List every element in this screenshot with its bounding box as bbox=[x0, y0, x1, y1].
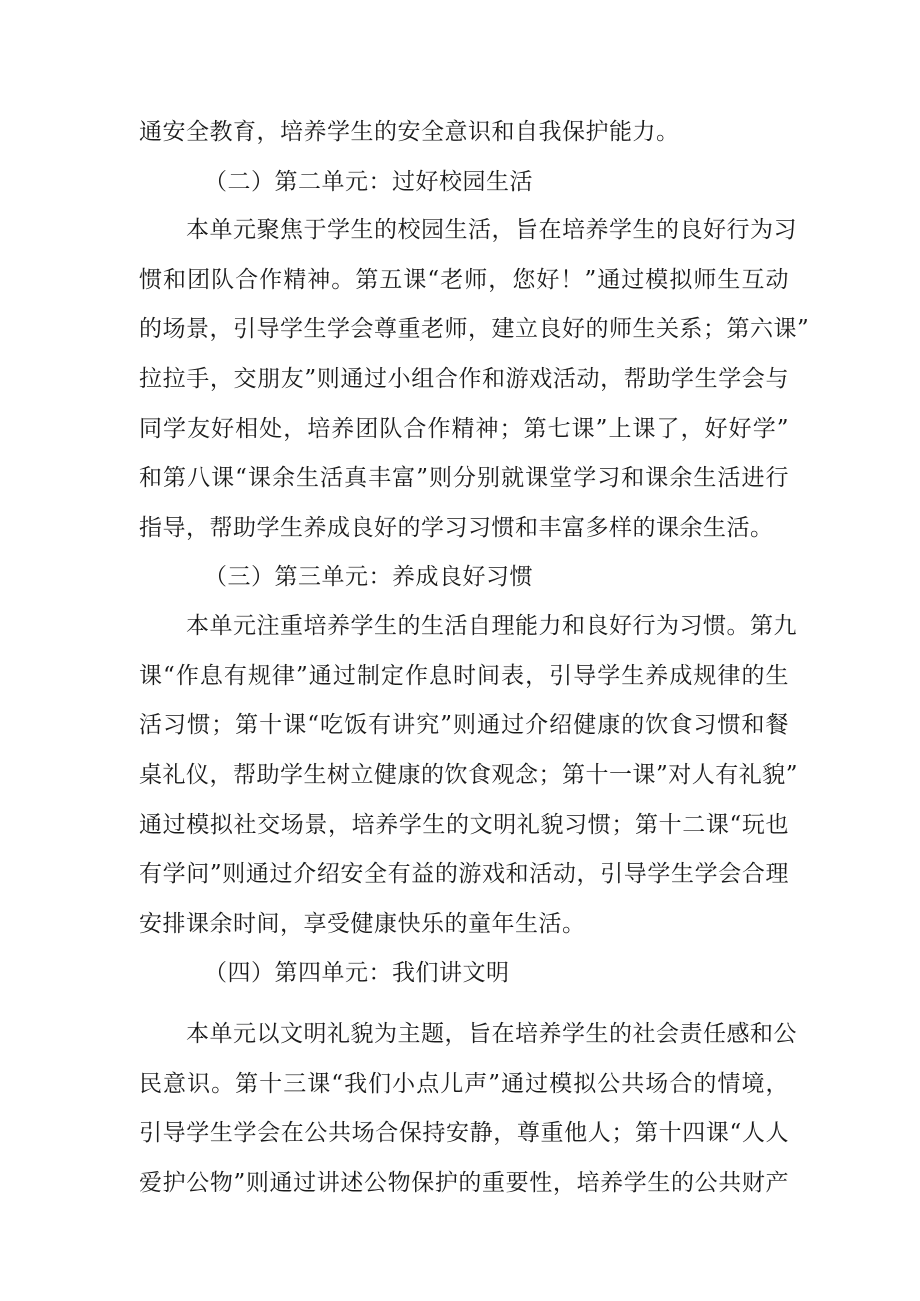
paragraph-line: 惯和团队合作精神。第五课“老师，您好！”通过模拟师生互动 bbox=[139, 267, 789, 293]
section-heading-unit-3: （三）第三单元：养成良好习惯 bbox=[204, 564, 533, 590]
paragraph-line: 通安全教育，培养学生的安全意识和自我保护能力。 bbox=[139, 119, 680, 145]
paragraph-line: 民意识。第十三课“我们小点儿声”通过模拟公共场合的情境， bbox=[139, 1071, 789, 1097]
paragraph-line: 拉拉手，交朋友”则通过小组合作和游戏活动，帮助学生学会与 bbox=[139, 366, 789, 392]
paragraph-line: 课“作息有规律”通过制定作息时间表，引导学生养成规律的生 bbox=[139, 663, 789, 689]
paragraph-line: 引导学生学会在公共场合保持安静，尊重他人；第十四课“人人 bbox=[139, 1120, 789, 1146]
paragraph-line: 同学友好相处，培养团队合作精神；第七课”上课了，好好学” bbox=[139, 416, 789, 442]
paragraph-line: 通过模拟社交场景，培养学生的文明礼貌习惯；第十二课“玩也 bbox=[139, 812, 789, 838]
paragraph-line: 本单元以文明礼貌为主题，旨在培养学生的社会责任感和公 bbox=[186, 1021, 797, 1047]
paragraph-line: 本单元注重培养学生的生活自理能力和良好行为习惯。第九 bbox=[186, 613, 797, 639]
paragraph-line: 活习惯；第十课“吃饭有讲究”则通过介绍健康的饮食习惯和餐 bbox=[139, 712, 789, 738]
paragraph-line: 有学问”则通过介绍安全有益的游戏和活动，引导学生学会合理 bbox=[139, 861, 789, 887]
section-heading-unit-2: （二）第二单元：过好校园生活 bbox=[204, 169, 533, 195]
paragraph-line: 的场景，引导学生学会尊重老师，建立良好的师生关系；第六课” bbox=[139, 316, 810, 342]
paragraph-line: 本单元聚焦于学生的校园生活，旨在培养学生的良好行为习 bbox=[186, 217, 797, 243]
paragraph-line: 和第八课“课余生活真丰富”则分别就课堂学习和课余生活进行 bbox=[139, 465, 789, 491]
paragraph-line: 安排课余时间，享受健康快乐的童年生活。 bbox=[139, 911, 586, 937]
paragraph-line: 指导，帮助学生养成良好的学习习惯和丰富多样的课余生活。 bbox=[139, 515, 774, 541]
paragraph-line: 爱护公物”则通过讲述公物保护的重要性，培养学生的公共财产 bbox=[139, 1170, 789, 1196]
section-heading-unit-4: （四）第四单元：我们讲文明 bbox=[204, 960, 510, 986]
paragraph-line: 桌礼仪，帮助学生树立健康的饮食观念；第十一课”对人有礼貌” bbox=[139, 762, 799, 788]
